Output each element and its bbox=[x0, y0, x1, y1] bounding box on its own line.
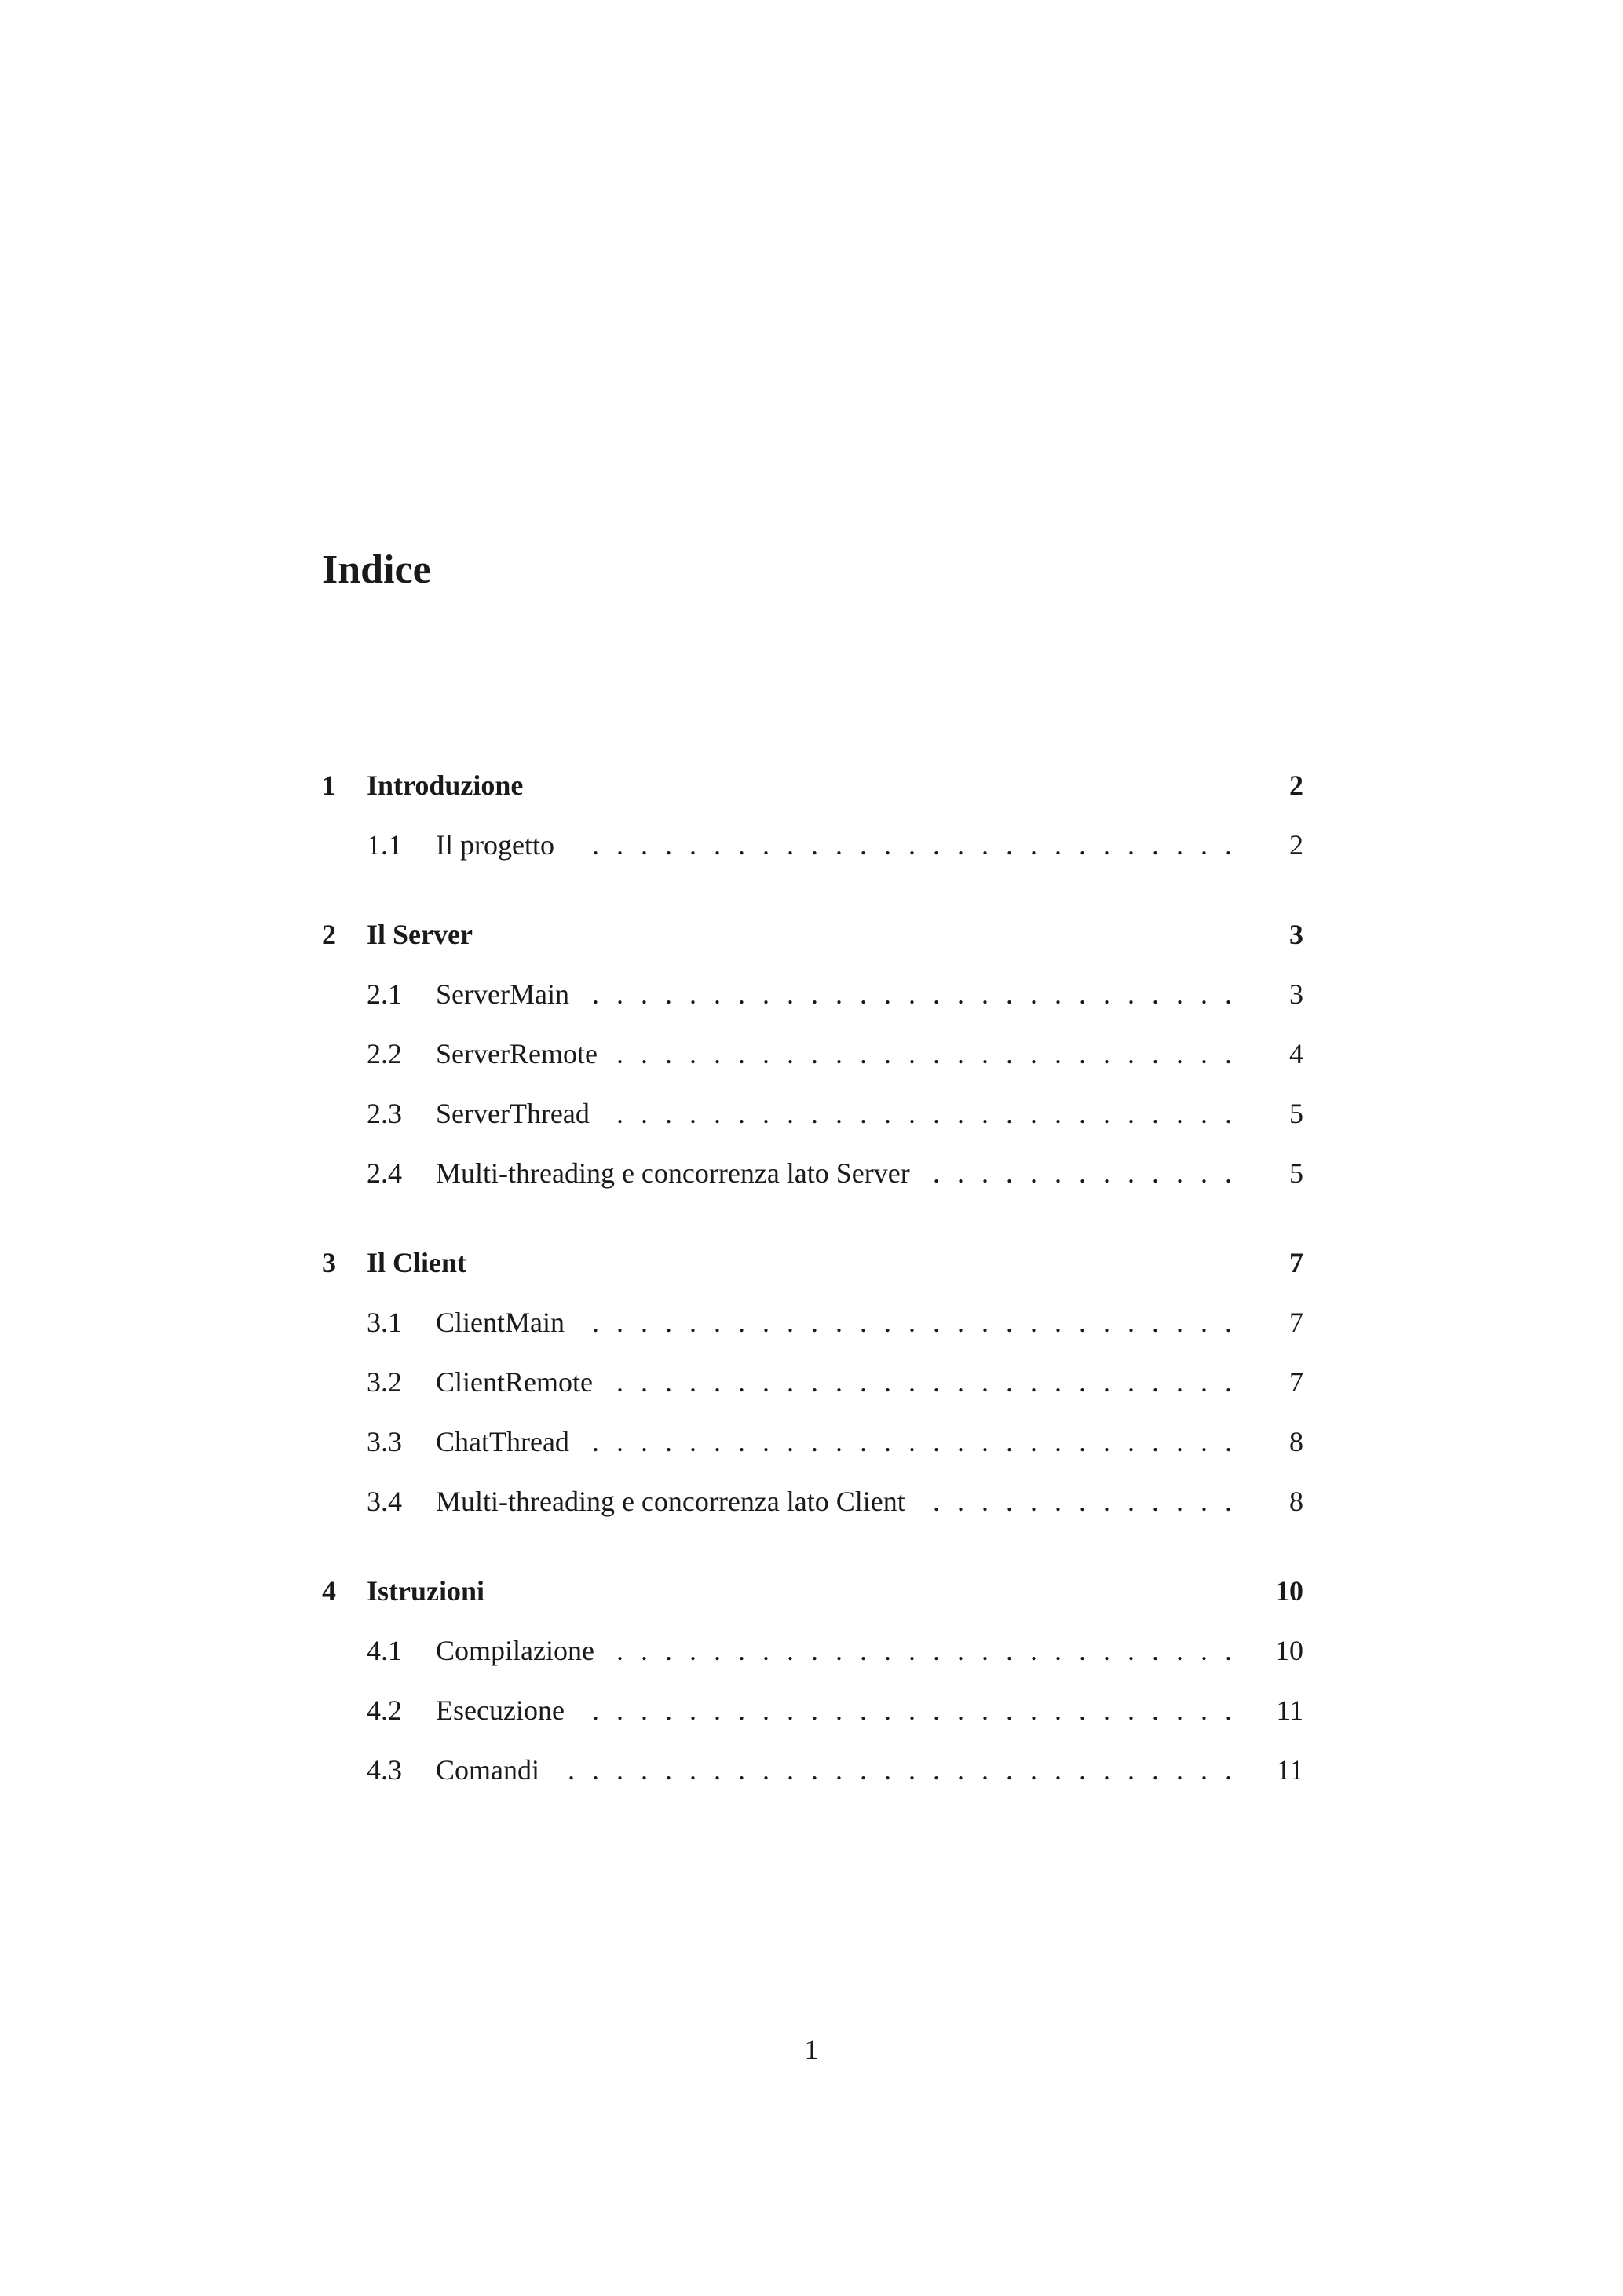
toc-entry-label: Introduzione bbox=[367, 770, 524, 801]
toc-leader-dots: . . . . . . . . . . . . . . . . . . . . . . . . . . . bbox=[592, 1426, 1232, 1457]
toc-entry-number: 1.1 bbox=[367, 829, 402, 861]
toc-section-row[interactable] bbox=[322, 971, 1303, 1018]
toc-entry-page: 8 bbox=[1289, 1426, 1303, 1457]
toc-chapter-row[interactable] bbox=[322, 1567, 1303, 1614]
toc-entry-label: Multi-threading e concorrenza lato Server bbox=[436, 1157, 910, 1189]
toc-entry-number: 2.3 bbox=[367, 1098, 402, 1129]
toc-entry-label: Istruzioni bbox=[367, 1575, 485, 1607]
toc-entry-number: 3.4 bbox=[367, 1486, 402, 1517]
toc-entry-page: 11 bbox=[1276, 1695, 1303, 1726]
toc-entry-label: Il progetto bbox=[436, 829, 554, 861]
toc-leader-dots: . . . . . . . . . . . . . bbox=[933, 1486, 1232, 1517]
toc-entry-label: ServerMain bbox=[436, 978, 569, 1010]
toc-section-row[interactable] bbox=[322, 1418, 1303, 1465]
toc-entry-label: Multi-threading e concorrenza lato Client bbox=[436, 1486, 905, 1517]
toc-entry-page: 8 bbox=[1289, 1486, 1303, 1517]
toc-leader-dots: . . . . . . . . . . . . . . . . . . . . . . . . . . bbox=[616, 1366, 1232, 1398]
toc-leader-dots: . . . . . . . . . . . . . . . . . . . . . . . . . . bbox=[616, 1038, 1232, 1069]
toc-entry-page: 5 bbox=[1289, 1157, 1303, 1189]
toc-entry-number: 2.4 bbox=[367, 1157, 402, 1189]
toc-entry-number: 4.2 bbox=[367, 1695, 402, 1726]
toc-leader-dots: . . . . . . . . . . . . . bbox=[933, 1157, 1232, 1189]
toc-chapter-row[interactable] bbox=[322, 762, 1303, 809]
toc-entry-label: Comandi bbox=[436, 1754, 539, 1786]
toc-entry-page: 2 bbox=[1289, 770, 1303, 801]
toc-section-row[interactable] bbox=[322, 821, 1303, 868]
toc-entry-page: 2 bbox=[1289, 829, 1303, 861]
toc-entry-page: 3 bbox=[1289, 919, 1303, 950]
toc-entry-number: 2.1 bbox=[367, 978, 402, 1010]
toc-entry-page: 11 bbox=[1276, 1754, 1303, 1786]
toc-leader-dots: . . . . . . . . . . . . . . . . . . . . . . . . . . bbox=[616, 1098, 1232, 1129]
page-number: 1 bbox=[804, 2034, 819, 2065]
toc-entry-number: 4.1 bbox=[367, 1635, 402, 1666]
toc-entry-page: 3 bbox=[1289, 978, 1303, 1010]
toc-entry-number: 4 bbox=[322, 1575, 336, 1607]
toc-section-row[interactable] bbox=[322, 1299, 1303, 1346]
toc-entry-label: ServerThread bbox=[436, 1098, 590, 1129]
toc-leader-dots: . . . . . . . . . . . . . . . . . . . . . . . . . . . bbox=[592, 978, 1232, 1010]
toc-entry-number: 2.2 bbox=[367, 1038, 402, 1069]
toc-entry-label: ServerRemote bbox=[436, 1038, 598, 1069]
toc-entry-number: 4.3 bbox=[367, 1754, 402, 1786]
toc-entry-page: 7 bbox=[1289, 1366, 1303, 1398]
toc-entry-label: ChatThread bbox=[436, 1426, 569, 1457]
toc-entry-number: 1 bbox=[322, 770, 336, 801]
toc-entry-label: Il Client bbox=[367, 1247, 467, 1278]
toc-entry-page: 10 bbox=[1275, 1575, 1303, 1607]
toc-entry-page: 7 bbox=[1289, 1247, 1303, 1278]
toc-section-row[interactable] bbox=[322, 1627, 1303, 1674]
toc-section-row[interactable] bbox=[322, 1687, 1303, 1734]
toc-leader-dots: . . . . . . . . . . . . . . . . . . . . . . . . . . . bbox=[592, 1307, 1232, 1338]
toc-leader-dots: . . . . . . . . . . . . . . . . . . . . . . . . . . . bbox=[592, 829, 1232, 861]
toc-entry-number: 3 bbox=[322, 1247, 336, 1278]
toc-entry-page: 10 bbox=[1275, 1635, 1303, 1666]
toc-section-row[interactable] bbox=[322, 1030, 1303, 1077]
toc-entry-label: Compilazione bbox=[436, 1635, 594, 1666]
toc-chapter-row[interactable] bbox=[322, 911, 1303, 958]
toc-leader-dots: . . . . . . . . . . . . . . . . . . . . . . . . . . bbox=[616, 1635, 1232, 1666]
toc-entry-number: 3.2 bbox=[367, 1366, 402, 1398]
toc-leader-dots: . . . . . . . . . . . . . . . . . . . . . . . . . . . . bbox=[568, 1754, 1232, 1786]
toc-title: Indice bbox=[322, 547, 431, 592]
toc-section-row[interactable] bbox=[322, 1090, 1303, 1137]
toc-section-row[interactable] bbox=[322, 1478, 1303, 1525]
toc-section-row[interactable] bbox=[322, 1746, 1303, 1793]
toc-entry-number: 2 bbox=[322, 919, 336, 950]
toc-entry-label: ClientRemote bbox=[436, 1366, 593, 1398]
toc-entry-label: ClientMain bbox=[436, 1307, 565, 1338]
toc-entry-page: 4 bbox=[1289, 1038, 1303, 1069]
toc-entry-page: 5 bbox=[1289, 1098, 1303, 1129]
toc-section-row[interactable] bbox=[322, 1358, 1303, 1406]
toc-entry-number: 3.3 bbox=[367, 1426, 402, 1457]
toc-entry-label: Esecuzione bbox=[436, 1695, 565, 1726]
toc-entry-page: 7 bbox=[1289, 1307, 1303, 1338]
toc-section-row[interactable] bbox=[322, 1150, 1303, 1197]
toc-chapter-row[interactable] bbox=[322, 1239, 1303, 1286]
toc-entry-number: 3.1 bbox=[367, 1307, 402, 1338]
toc-entry-label: Il Server bbox=[367, 919, 473, 950]
toc-leader-dots: . . . . . . . . . . . . . . . . . . . . . . . . . . . bbox=[592, 1695, 1232, 1726]
